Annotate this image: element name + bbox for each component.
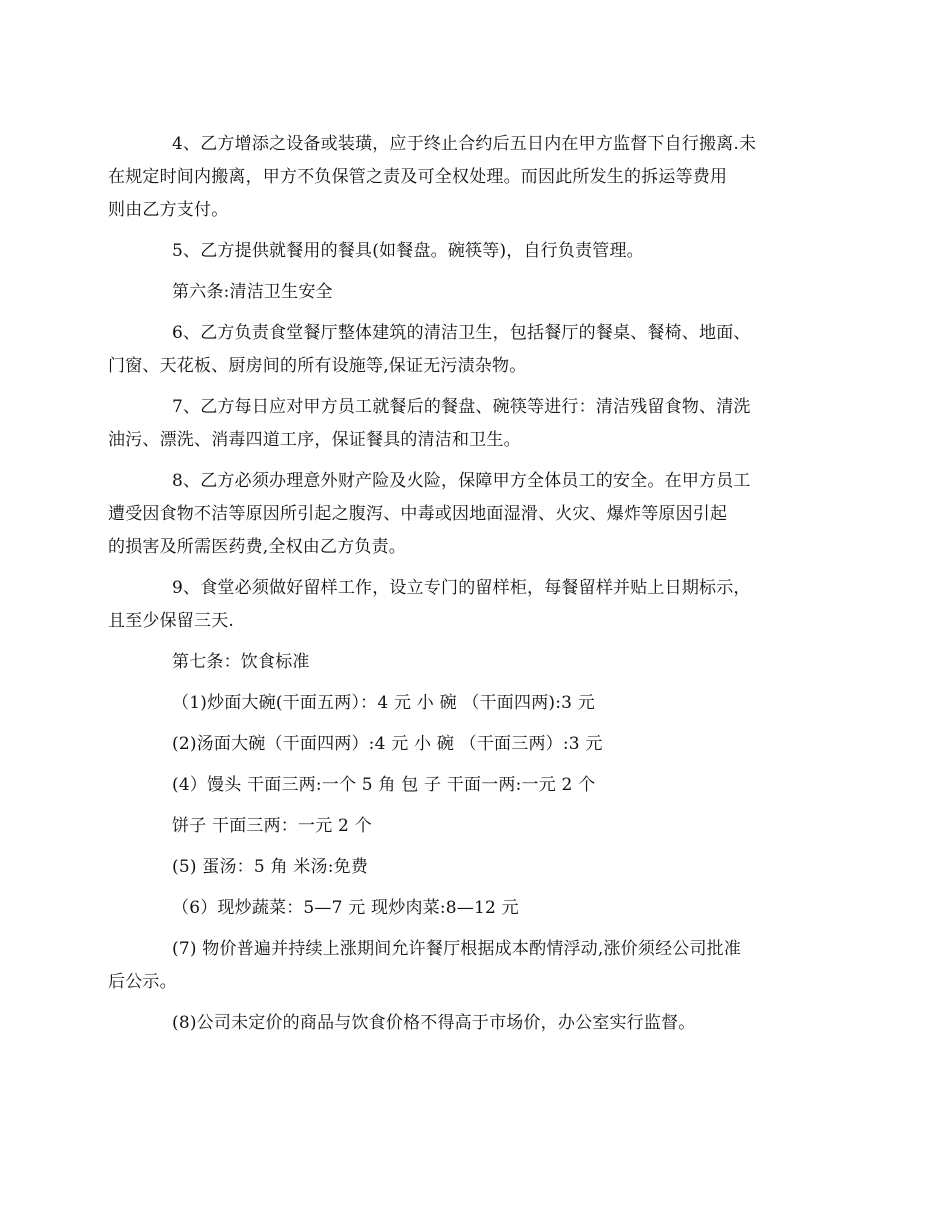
price-item-1 xyxy=(140,687,812,720)
clause-9-paragraph xyxy=(108,572,812,638)
price-item-5 xyxy=(140,851,812,884)
text-line: （6）现炒蔬菜：5—7 元 现炒肉菜:8—12 元 xyxy=(172,898,519,918)
text-line: 4、乙方增添之设备或装璜，应于终止合约后五日内在甲方监督下自行搬离.未 xyxy=(172,134,757,154)
text-line: 7、乙方每日应对甲方员工就餐后的餐盘、碗筷等进行：清洁残留食物、清洗 xyxy=(172,397,751,417)
price-item-bing xyxy=(140,810,812,843)
text-line: (5) 蛋汤：5 角 米汤:免费 xyxy=(172,857,369,877)
section-6-heading xyxy=(140,276,812,309)
text-line: 饼子 干面三两：一元 2 个 xyxy=(172,816,372,836)
text-line: 8、乙方必须办理意外财产险及火险，保障甲方全体员工的安全。在甲方员工 xyxy=(172,471,751,491)
text-line: 第六条:清洁卫生安全 xyxy=(172,282,333,302)
text-line: (7) 物价普遍并持续上涨期间允许餐厅根据成本酌情浮动,涨价须经公司批准 xyxy=(172,939,742,959)
clause-6-paragraph xyxy=(108,317,812,383)
text-line: 9、食堂必须做好留样工作，设立专门的留样柜，每餐留样并贴上日期标示， xyxy=(172,578,751,598)
text-line: (2)汤面大碗（干面四两）:4 元 小 碗 （干面三两）:3 元 xyxy=(172,734,603,754)
text-line: 后公示。 xyxy=(108,972,177,992)
text-line: 5、乙方提供就餐用的餐具(如餐盘。碗筷等)，自行负责管理。 xyxy=(172,241,644,261)
clause-4-paragraph xyxy=(108,128,812,227)
text-line: 且至少保留三天. xyxy=(108,611,235,631)
text-line: 在规定时间内搬离，甲方不负保管之责及可全权处理。而因此所发生的拆运等费用 xyxy=(108,167,728,187)
clause-7-paragraph xyxy=(108,391,812,457)
text-line: 第七条：饮食标准 xyxy=(172,652,310,672)
clause-5-paragraph xyxy=(140,235,812,268)
text-line: 遭受因食物不洁等原因所引起之腹泻、中毒或因地面湿滑、火灾、爆炸等原因引起 xyxy=(108,504,728,524)
price-item-2 xyxy=(140,728,812,761)
text-line: 的损害及所需医药费,全权由乙方负责。 xyxy=(108,537,407,557)
price-item-6 xyxy=(140,892,812,925)
clause-8-paragraph xyxy=(108,465,812,564)
section-7-heading xyxy=(140,646,812,679)
text-line: (8)公司未定价的商品与饮食价格不得高于市场价，办公室实行监督。 xyxy=(172,1013,696,1033)
price-item-7 xyxy=(108,933,812,999)
text-line: 门窗、天花板、厨房间的所有设施等,保证无污渍杂物。 xyxy=(108,356,527,376)
text-line: (4）馒头 干面三两:一个 5 角 包 子 干面一两:一元 2 个 xyxy=(172,775,596,795)
text-line: 油污、漂洗、消毒四道工序，保证餐具的清洁和卫生。 xyxy=(108,430,521,450)
price-item-8 xyxy=(140,1007,812,1040)
text-line: （1)炒面大碗(干面五两）：4 元 小 碗 （干面四两):3 元 xyxy=(172,693,595,713)
document-body xyxy=(108,128,812,1048)
price-item-4 xyxy=(140,769,812,802)
text-line: 则由乙方支付。 xyxy=(108,200,229,220)
text-line: 6、乙方负责食堂餐厅整体建筑的清洁卫生，包括餐厅的餐桌、餐椅、地面、 xyxy=(172,323,751,343)
